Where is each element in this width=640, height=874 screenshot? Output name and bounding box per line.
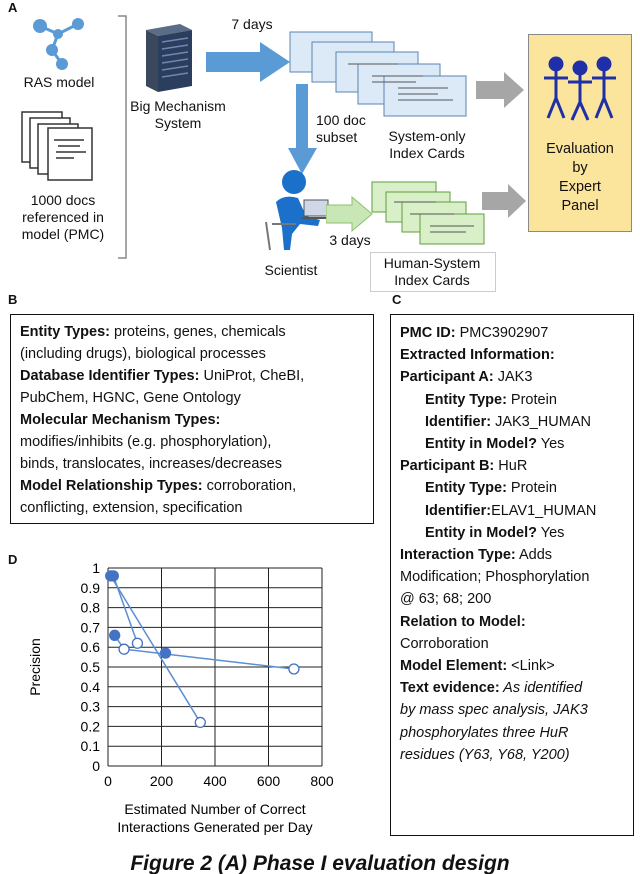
b-line-3: PubChem, HGNC, Gene Ontology <box>20 390 241 406</box>
x-axis-label: Interactions Generated per Day <box>117 819 313 835</box>
y-tick-label: 0.8 <box>80 599 100 616</box>
data-point-open <box>119 644 129 654</box>
data-point-filled <box>108 571 118 581</box>
x-tick-label: 400 <box>203 773 227 789</box>
c-line-10: Interaction Type: Adds <box>400 547 553 564</box>
x-tick-label: 800 <box>310 773 334 789</box>
y-tick-label: 0.1 <box>80 738 100 755</box>
panel-c-letter: C <box>392 292 402 307</box>
y-tick-label: 0.6 <box>80 639 100 656</box>
c-line-8: Identifier:ELAV1_HUMAN <box>425 502 597 519</box>
c-line-19: residues (Y63, Y68, Y200) <box>400 746 570 763</box>
c-line-14: Corroboration <box>400 635 489 652</box>
c-line-1: Extracted Information: <box>400 347 555 364</box>
scientist-label: Scientist <box>264 262 318 278</box>
y-tick-label: 0.4 <box>80 678 100 695</box>
b-line-8: conflicting, extension, specification <box>20 500 243 516</box>
arrow-gray-bottom-icon <box>482 184 528 218</box>
three-days-label: 3 days <box>329 232 371 248</box>
data-point-open <box>195 717 205 727</box>
b-line-7: Model Relationship Types: corroboration, <box>20 478 297 494</box>
c-line-6: Participant B: HuR <box>400 458 528 475</box>
x-axis-label: Estimated Number of Correct <box>124 801 306 817</box>
y-tick-label: 0.3 <box>80 698 100 715</box>
y-axis-label: Precision <box>27 638 43 696</box>
panel-b-box <box>10 314 374 524</box>
c-line-12: @ 63; 68; 200 <box>400 591 492 608</box>
panel-b-letter: B <box>8 292 18 307</box>
panel-a-letter: A <box>8 0 18 15</box>
precision-chart <box>0 548 384 842</box>
bracket <box>116 14 130 260</box>
data-point-open <box>289 664 299 674</box>
big-mechanism-label: Big Mechanism System <box>130 98 226 131</box>
arrow-gray-top-icon <box>476 72 526 108</box>
y-tick-label: 0 <box>92 758 100 774</box>
c-line-17: by mass spec analysis, JAK3 <box>400 702 588 719</box>
y-tick-label: 1 <box>92 560 100 576</box>
hundred-doc-label: 100 doc subset <box>316 112 366 145</box>
human-cards-icon <box>370 180 496 258</box>
c-line-13: Relation to Model: <box>400 613 526 630</box>
y-tick-label: 0.2 <box>80 718 100 735</box>
c-line-9: Entity in Model? Yes <box>425 524 565 541</box>
network-icon <box>22 12 92 72</box>
c-line-16: Text evidence: As identified <box>400 680 583 697</box>
x-tick-label: 200 <box>149 773 174 789</box>
arrow-right-icon <box>206 40 292 84</box>
c-line-15: Model Element: <Link> <box>400 658 555 675</box>
b-line-0: Entity Types: proteins, genes, chemicals <box>20 324 286 340</box>
data-point-filled <box>161 648 171 658</box>
c-line-7: Entity Type: Protein <box>425 480 557 497</box>
y-tick-label: 0.7 <box>80 619 100 636</box>
seven-days-label: 7 days <box>231 16 273 32</box>
c-line-18: phosphorylates three HuR <box>400 724 569 741</box>
data-point-open <box>132 638 142 648</box>
system-cards-label: System-only Index Cards <box>388 128 466 161</box>
y-tick-label: 0.5 <box>80 659 100 675</box>
figure-caption: Figure 2 (A) Phase I evaluation design <box>130 852 510 874</box>
documents-icon <box>18 108 108 182</box>
panel-c-box <box>390 314 634 836</box>
c-line-0: PMC ID: PMC3902907 <box>400 325 549 341</box>
server-icon <box>140 22 196 94</box>
human-cards-label: Human-System Index Cards <box>383 255 481 288</box>
c-line-2: Participant A: JAK3 <box>400 369 533 386</box>
b-line-1: (including drugs), biological processes <box>20 346 266 362</box>
c-line-3: Entity Type: Protein <box>425 391 557 408</box>
data-point-filled <box>110 630 120 640</box>
x-tick-label: 600 <box>256 773 281 789</box>
x-tick-label: 0 <box>104 773 112 789</box>
docs-label: 1000 docs referenced in model (PMC) <box>21 192 105 242</box>
b-line-2: Database Identifier Types: UniProt, CheBI, <box>20 368 305 384</box>
ras-model-label: RAS model <box>23 74 95 90</box>
y-tick-label: 0.9 <box>80 579 100 596</box>
arrow-right-green-icon <box>326 196 374 232</box>
panel-d-letter: D <box>8 552 18 567</box>
c-line-5: Entity in Model? Yes <box>425 436 565 453</box>
evaluation-label: Evaluation by Expert Panel <box>546 141 614 214</box>
b-line-5: modifies/inhibits (e.g. phosphorylation), <box>20 434 272 450</box>
expert-panel-icon <box>540 52 620 122</box>
c-line-11: Modification; Phosphorylation <box>400 569 590 586</box>
b-line-4: Molecular Mechanism Types: <box>20 412 221 428</box>
c-line-4: Identifier: JAK3_HUMAN <box>425 413 591 430</box>
b-line-6: binds, translocates, increases/decreases <box>20 456 282 472</box>
